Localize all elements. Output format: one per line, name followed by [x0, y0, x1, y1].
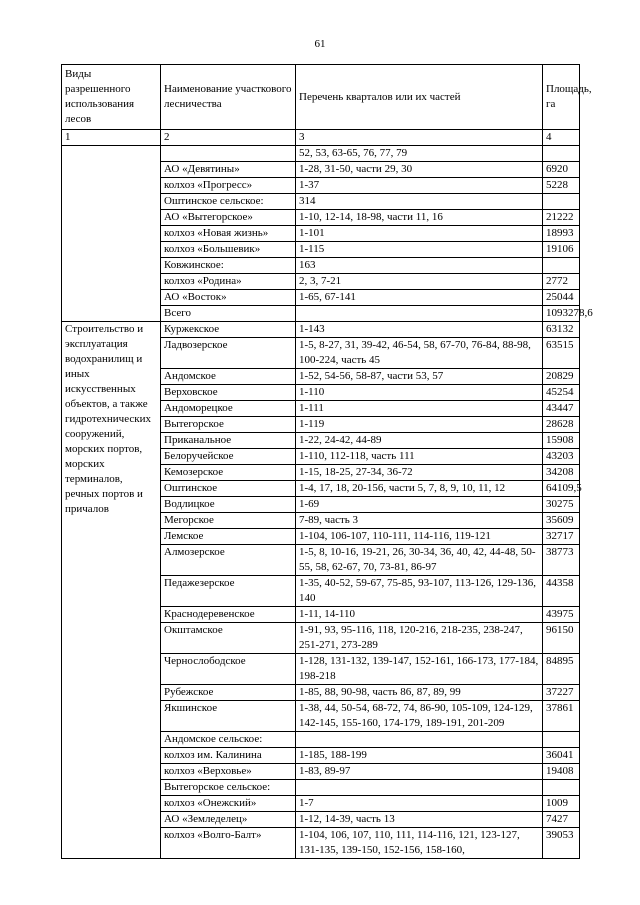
use-type-cell: Строительство и эксплуатация водохранилищ и иных искусственных объектов, а также гидротехнических сооружений, морских портов, морских терминалов, речных портов и причалов [62, 322, 161, 859]
quarters-cell: 1-119 [296, 417, 543, 433]
quarters-cell: 1-12, 14-39, часть 13 [296, 812, 543, 828]
area-cell: 44358 [543, 576, 580, 607]
forestry-name-cell: колхоз «Большевик» [161, 242, 296, 258]
forestry-name-cell: Окштамское [161, 623, 296, 654]
column-number-row [62, 130, 580, 146]
area-cell [543, 146, 580, 162]
quarters-cell: 1-128, 131-132, 139-147, 152-161, 166-173, 177-184, 198-218 [296, 654, 543, 685]
quarters-cell: 1-11, 14-110 [296, 607, 543, 623]
forestry-name-cell: Кемозерское [161, 465, 296, 481]
area-cell: 64109,5 [543, 481, 580, 497]
area-cell: 43447 [543, 401, 580, 417]
area-cell: 25044 [543, 290, 580, 306]
area-cell: 7427 [543, 812, 580, 828]
area-cell: 21222 [543, 210, 580, 226]
forestry-name-cell: колхоз «Волго-Балт» [161, 828, 296, 859]
area-cell: 84895 [543, 654, 580, 685]
quarters-cell: 1-101 [296, 226, 543, 242]
forestry-name-cell: Чернослободское [161, 654, 296, 685]
quarters-cell: 1-5, 8, 10-16, 19-21, 26, 30-34, 36, 40, 42, 44-48, 50-55, 58, 62-67, 70, 73-81, 86-97 [296, 545, 543, 576]
forestry-name-cell: Ладвозерское [161, 338, 296, 369]
quarters-cell: 1-104, 106, 107, 110, 111, 114-116, 121, 123-127, 131-135, 139-150, 152-156, 158-160, [296, 828, 543, 859]
forestry-name-cell: Верховское [161, 385, 296, 401]
area-cell: 96150 [543, 623, 580, 654]
area-cell: 15908 [543, 433, 580, 449]
area-cell: 38773 [543, 545, 580, 576]
forestry-name-cell [161, 146, 296, 162]
forestry-name-cell: Всего [161, 306, 296, 322]
area-cell: 5228 [543, 178, 580, 194]
header-area: Площадь, га [543, 65, 580, 130]
page-number: 61 [314, 38, 326, 50]
forestry-name-cell: Андомское сельское: [161, 732, 296, 748]
area-cell: 43203 [543, 449, 580, 465]
quarters-cell: 1-5, 8-27, 31, 39-42, 46-54, 58, 67-70, 76-84, 88-98, 100-224, часть 45 [296, 338, 543, 369]
area-cell: 32717 [543, 529, 580, 545]
quarters-cell: 1-115 [296, 242, 543, 258]
area-cell: 19106 [543, 242, 580, 258]
quarters-cell: 1-37 [296, 178, 543, 194]
area-cell: 1093278,6 [543, 306, 580, 322]
forestry-name-cell: Вытегорское сельское: [161, 780, 296, 796]
forestry-name-cell: АО «Вытегорское» [161, 210, 296, 226]
quarters-cell: 1-91, 93, 95-116, 118, 120-216, 218-235, 238-247, 251-271, 273-289 [296, 623, 543, 654]
quarters-cell [296, 306, 543, 322]
column-number: 3 [296, 130, 543, 146]
quarters-cell: 1-85, 88, 90-98, часть 86, 87, 89, 99 [296, 685, 543, 701]
forestry-name-cell: АО «Земледелец» [161, 812, 296, 828]
area-cell: 1009 [543, 796, 580, 812]
area-cell: 45254 [543, 385, 580, 401]
forestry-name-cell: Андоморецкое [161, 401, 296, 417]
forestry-name-cell: колхоз им. Калинина [161, 748, 296, 764]
area-cell: 36041 [543, 748, 580, 764]
header-forestry-name: Наименование участкового лесничества [161, 65, 296, 130]
area-cell: 35609 [543, 513, 580, 529]
table-body [62, 146, 593, 859]
quarters-cell: 7-89, часть 3 [296, 513, 543, 529]
area-cell: 28628 [543, 417, 580, 433]
forestry-name-cell: Мегорское [161, 513, 296, 529]
area-cell: 18993 [543, 226, 580, 242]
forestry-name-cell: Лемское [161, 529, 296, 545]
quarters-cell: 314 [296, 194, 543, 210]
quarters-cell: 1-110 [296, 385, 543, 401]
forestry-name-cell: Оштинское [161, 481, 296, 497]
quarters-cell [296, 780, 543, 796]
quarters-cell: 1-65, 67-141 [296, 290, 543, 306]
column-number: 4 [543, 130, 580, 146]
quarters-cell: 1-15, 18-25, 27-34, 36-72 [296, 465, 543, 481]
forestry-name-cell: колхоз «Родина» [161, 274, 296, 290]
forestry-name-cell: Якшинское [161, 701, 296, 732]
quarters-cell: 1-143 [296, 322, 543, 338]
area-cell: 34208 [543, 465, 580, 481]
forestry-name-cell: колхоз «Верховье» [161, 764, 296, 780]
quarters-cell: 1-7 [296, 796, 543, 812]
forestry-name-cell: Рубежское [161, 685, 296, 701]
area-cell: 6920 [543, 162, 580, 178]
table-row [62, 146, 580, 162]
forestry-name-cell: Краснодеревенское [161, 607, 296, 623]
quarters-cell: 163 [296, 258, 543, 274]
quarters-cell: 1-69 [296, 497, 543, 513]
forestry-name-cell: Ковжинское: [161, 258, 296, 274]
header-quarters: Перечень кварталов или их частей [296, 65, 543, 130]
forestry-name-cell: Куржекское [161, 322, 296, 338]
column-number: 2 [161, 130, 296, 146]
quarters-cell: 52, 53, 63-65, 76, 77, 79 [296, 146, 543, 162]
area-cell [543, 194, 580, 210]
forestry-name-cell: Оштинское сельское: [161, 194, 296, 210]
header-use-type: Виды разрешенного использования лесов [62, 65, 161, 130]
forestry-name-cell: Педажезерское [161, 576, 296, 607]
forestry-name-cell: колхоз «Онежский» [161, 796, 296, 812]
quarters-cell: 1-104, 106-107, 110-111, 114-116, 119-121 [296, 529, 543, 545]
quarters-cell: 1-185, 188-199 [296, 748, 543, 764]
forestry-name-cell: Белоручейское [161, 449, 296, 465]
area-cell: 43975 [543, 607, 580, 623]
forestry-name-cell: колхоз «Прогресс» [161, 178, 296, 194]
quarters-cell: 1-28, 31-50, части 29, 30 [296, 162, 543, 178]
forestry-name-cell: Вытегорское [161, 417, 296, 433]
area-cell: 2772 [543, 274, 580, 290]
area-cell: 37861 [543, 701, 580, 732]
quarters-cell: 1-110, 112-118, часть 111 [296, 449, 543, 465]
forestry-name-cell: Приканальное [161, 433, 296, 449]
forestry-name-cell: Водлицкое [161, 497, 296, 513]
forestry-name-cell: Алмозерское [161, 545, 296, 576]
forestry-name-cell: АО «Восток» [161, 290, 296, 306]
table-row [62, 322, 580, 338]
column-number: 1 [62, 130, 161, 146]
quarters-cell: 1-35, 40-52, 59-67, 75-85, 93-107, 113-126, 129-136, 140 [296, 576, 543, 607]
forest-use-table [61, 64, 593, 859]
header-row [62, 65, 580, 130]
use-type-cell [62, 146, 161, 322]
quarters-cell: 2, 3, 7-21 [296, 274, 543, 290]
forestry-name-cell: АО «Девятины» [161, 162, 296, 178]
area-cell: 39053 [543, 828, 580, 859]
area-cell [543, 732, 580, 748]
quarters-cell: 1-111 [296, 401, 543, 417]
quarters-cell: 1-22, 24-42, 44-89 [296, 433, 543, 449]
quarters-cell [296, 732, 543, 748]
area-cell: 63515 [543, 338, 580, 369]
area-cell [543, 258, 580, 274]
quarters-cell: 1-83, 89-97 [296, 764, 543, 780]
quarters-cell: 1-10, 12-14, 18-98, части 11, 16 [296, 210, 543, 226]
area-cell [543, 780, 580, 796]
area-cell: 20829 [543, 369, 580, 385]
quarters-cell: 1-38, 44, 50-54, 68-72, 74, 86-90, 105-109, 124-129, 142-145, 155-160, 174-179, 189-191, 201-209 [296, 701, 543, 732]
quarters-cell: 1-4, 17, 18, 20-156, части 5, 7, 8, 9, 10, 11, 12 [296, 481, 543, 497]
area-cell: 37227 [543, 685, 580, 701]
area-cell: 63132 [543, 322, 580, 338]
quarters-cell: 1-52, 54-56, 58-87, части 53, 57 [296, 369, 543, 385]
forestry-name-cell: колхоз «Новая жизнь» [161, 226, 296, 242]
area-cell: 30275 [543, 497, 580, 513]
forestry-name-cell: Андомское [161, 369, 296, 385]
area-cell: 19408 [543, 764, 580, 780]
